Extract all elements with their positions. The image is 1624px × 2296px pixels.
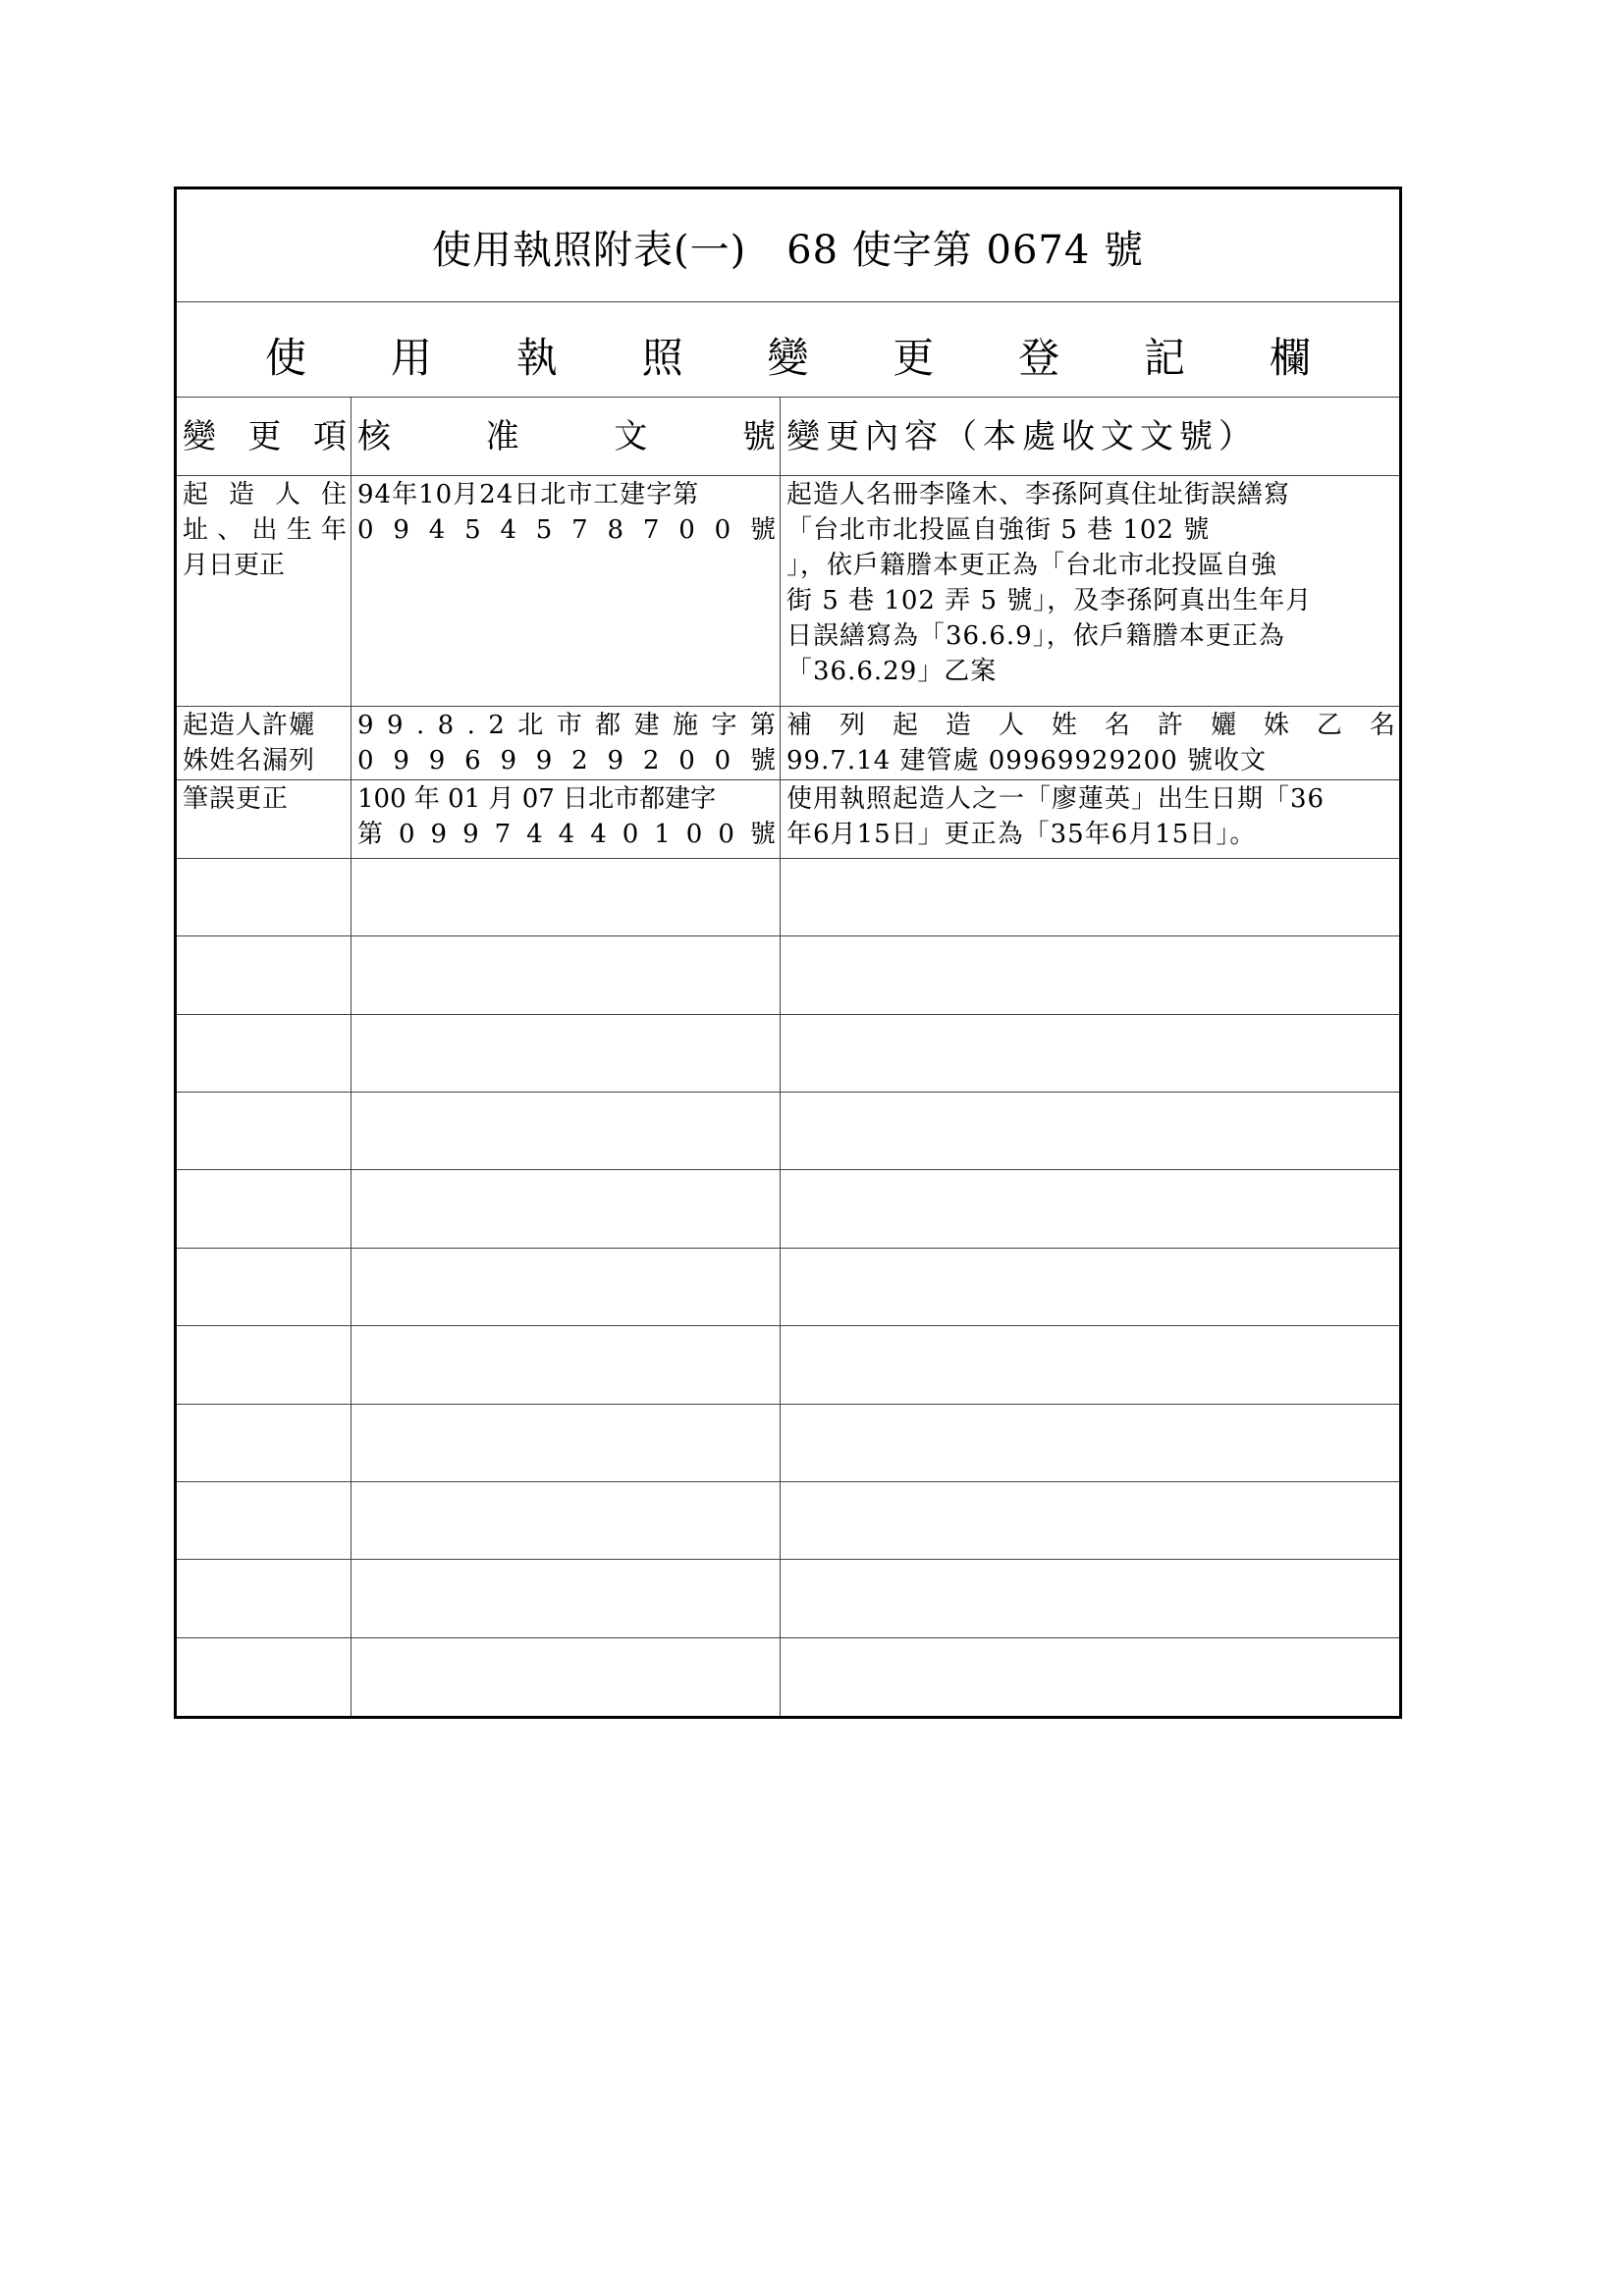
doc-number-char: 0 <box>685 820 703 849</box>
content-char: 名 <box>1369 711 1395 740</box>
header-char: 更 <box>247 417 282 456</box>
change-content-cell <box>781 707 1399 779</box>
table-subtitle <box>265 326 1311 385</box>
empty-table-row <box>177 1405 1399 1482</box>
subtitle-char: 登 <box>1018 334 1060 382</box>
subtitle-row <box>177 302 1399 398</box>
change-item-char: 出 <box>251 515 278 545</box>
empty-cell <box>352 1170 781 1247</box>
approval-doc-number <box>352 817 780 852</box>
approval-doc-number <box>352 512 780 548</box>
approval-doc-date: 94年10月24日北市工建字第 <box>357 480 700 509</box>
doc-number-char: 8 <box>607 515 624 545</box>
doc-char: 2 <box>488 711 505 740</box>
empty-cell <box>352 936 781 1013</box>
change-item-char: 住 <box>320 480 347 509</box>
empty-cell <box>352 1249 781 1325</box>
header-change-content-label: 變更內容（本處收文文號） <box>786 417 1258 456</box>
subtitle-char: 使 <box>265 334 307 382</box>
empty-cell <box>352 1482 781 1559</box>
doc-number-char: 7 <box>571 515 588 545</box>
empty-cell <box>177 1560 352 1636</box>
doc-number-char: 9 <box>393 515 409 545</box>
change-item-text: 起造人許孋 <box>183 711 316 740</box>
subtitle-char: 用 <box>390 334 432 382</box>
doc-char: 8 <box>437 711 455 740</box>
empty-table-row <box>177 936 1399 1014</box>
doc-char: 9 <box>386 711 404 740</box>
empty-cell <box>177 1482 352 1559</box>
doc-number-char: 0 <box>399 820 415 849</box>
header-char: 准 <box>485 417 519 456</box>
empty-cell <box>177 1326 352 1403</box>
doc-number-char: 7 <box>494 820 512 849</box>
content-char: 乙 <box>1316 711 1342 740</box>
change-registration-table <box>174 187 1402 1719</box>
empty-cell <box>177 1249 352 1325</box>
change-item-line <box>177 743 351 778</box>
empty-table-row <box>177 1638 1399 1716</box>
subtitle-char: 記 <box>1144 334 1186 382</box>
content-char: 名 <box>1104 711 1130 740</box>
change-item-line <box>177 707 351 743</box>
change-item-char: 月日更正 <box>183 551 286 580</box>
page-title: 使用執照附表(一) 68 使字第 0674 號 <box>431 228 1145 273</box>
doc-number-char: 0 <box>678 746 695 775</box>
approval-doc-number <box>352 743 780 778</box>
change-item-char: 造 <box>228 480 254 509</box>
empty-cell <box>352 859 781 935</box>
doc-number-char: 號 <box>749 515 776 545</box>
change-item-char: 、 <box>217 515 244 545</box>
doc-number-char: 2 <box>571 746 588 775</box>
doc-char: . <box>466 711 475 740</box>
content-char: 起 <box>892 711 918 740</box>
empty-cell <box>781 1170 1399 1247</box>
empty-cell <box>177 1405 352 1481</box>
approval-doc-date: 100 年 01 月 07 日北市都建字 <box>357 784 717 814</box>
empty-cell <box>177 1015 352 1092</box>
content-char: 造 <box>945 711 971 740</box>
doc-number-char: 9 <box>428 746 446 775</box>
doc-char: 都 <box>595 711 622 740</box>
doc-number-char: 9 <box>430 820 448 849</box>
empty-cell <box>352 1638 781 1716</box>
content-char: 孋 <box>1210 711 1236 740</box>
empty-cell <box>781 1093 1399 1169</box>
doc-number-char: 1 <box>654 820 671 849</box>
empty-cell <box>352 1405 781 1481</box>
doc-number-char: 2 <box>642 746 660 775</box>
header-char: 號 <box>741 417 776 456</box>
header-char: 變 <box>183 417 216 456</box>
column-header-row <box>177 398 1399 476</box>
empty-cell <box>177 859 352 935</box>
empty-cell <box>177 1170 352 1247</box>
change-content-text: 99.7.14 建管處 09969929200 號收文 <box>786 746 1267 775</box>
change-item-line <box>177 512 351 548</box>
header-char: 文 <box>614 417 648 456</box>
empty-table-row <box>177 1326 1399 1404</box>
change-item-cell: 筆誤更正 <box>177 780 352 858</box>
doc-number-char: 9 <box>393 746 409 775</box>
change-item-text: 姝姓名漏列 <box>183 746 316 775</box>
subtitle-char: 照 <box>641 334 683 382</box>
title-row <box>177 189 1399 302</box>
doc-number-char: 9 <box>535 746 553 775</box>
header-change-content <box>781 398 1399 475</box>
empty-cell <box>781 1249 1399 1325</box>
subtitle-char: 變 <box>767 334 809 382</box>
change-item-char: 年 <box>320 515 347 545</box>
approval-doc-cell <box>352 707 781 779</box>
doc-number-char: 5 <box>464 515 481 545</box>
empty-table-row <box>177 1482 1399 1560</box>
doc-number-char: 0 <box>678 515 695 545</box>
change-content-cell: 使用執照起造人之一「廖蓮英」出生日期「36 年6月15日」更正為「35年6月15日」。 <box>786 784 1326 849</box>
content-char: 列 <box>839 711 865 740</box>
empty-cell <box>781 1560 1399 1636</box>
approval-doc-line <box>352 780 780 817</box>
doc-number-char: 4 <box>558 820 575 849</box>
doc-number-char: 4 <box>526 820 543 849</box>
content-char: 姓 <box>1051 711 1077 740</box>
empty-cell <box>781 1638 1399 1716</box>
doc-number-char: 9 <box>462 820 479 849</box>
empty-cell <box>352 1015 781 1092</box>
doc-number-char: 0 <box>714 746 731 775</box>
doc-number-char: 0 <box>622 820 639 849</box>
empty-cell <box>177 936 352 1013</box>
empty-cell <box>352 1560 781 1636</box>
doc-number-char: 4 <box>500 515 516 545</box>
empty-table-row <box>177 1170 1399 1248</box>
doc-number-char: 6 <box>464 746 481 775</box>
table-row <box>177 707 1399 780</box>
subtitle-char: 欄 <box>1269 334 1311 382</box>
content-char: 姝 <box>1263 711 1289 740</box>
empty-cell <box>177 1093 352 1169</box>
change-item-line <box>177 476 351 512</box>
doc-number-char: 號 <box>749 746 776 775</box>
approval-doc-cell <box>352 476 781 706</box>
header-approval-doc-no <box>352 398 781 475</box>
approval-doc-line <box>352 476 780 512</box>
empty-cell <box>781 1482 1399 1559</box>
doc-number-char: 第 <box>357 820 384 849</box>
doc-number-char: 0 <box>718 820 734 849</box>
empty-table-row <box>177 859 1399 936</box>
table-row <box>177 476 1399 707</box>
doc-number-char: 9 <box>607 746 624 775</box>
change-content-line <box>781 707 1399 743</box>
header-char: 項 <box>313 417 347 456</box>
change-item-line <box>177 548 351 583</box>
doc-number-char: 9 <box>500 746 516 775</box>
change-content-line <box>781 743 1399 778</box>
change-item-char: 址 <box>183 515 209 545</box>
empty-cell <box>352 1093 781 1169</box>
empty-cell <box>781 1015 1399 1092</box>
approval-doc-cell <box>352 780 781 858</box>
change-item-char: 人 <box>274 480 300 509</box>
empty-table-row <box>177 1560 1399 1637</box>
doc-char: . <box>415 711 425 740</box>
empty-cell <box>352 1326 781 1403</box>
empty-cell <box>781 1326 1399 1403</box>
doc-char: 字 <box>711 711 737 740</box>
approval-doc-line <box>352 707 780 743</box>
doc-char: 9 <box>357 711 374 740</box>
change-item-cell <box>177 476 352 706</box>
empty-table-row <box>177 1249 1399 1326</box>
empty-cell <box>781 936 1399 1013</box>
header-char: 核 <box>357 417 391 456</box>
empty-cell <box>781 859 1399 935</box>
doc-number-char: 0 <box>714 515 731 545</box>
doc-char: 北 <box>517 711 544 740</box>
content-char: 人 <box>998 711 1024 740</box>
subtitle-char: 執 <box>515 334 558 382</box>
change-item-char: 生 <box>286 515 312 545</box>
change-item-cell <box>177 707 352 779</box>
doc-char: 第 <box>749 711 776 740</box>
empty-table-row <box>177 1015 1399 1093</box>
doc-number-char: 5 <box>535 515 553 545</box>
empty-cell <box>781 1405 1399 1481</box>
table-row <box>177 780 1399 859</box>
doc-char: 建 <box>633 711 660 740</box>
doc-number-char: 4 <box>428 515 446 545</box>
content-char: 補 <box>786 711 813 740</box>
doc-number-char: 7 <box>642 515 660 545</box>
empty-table-row <box>177 1093 1399 1170</box>
subtitle-char: 更 <box>893 334 935 382</box>
doc-number-char: 0 <box>357 746 374 775</box>
change-content-cell: 起造人名冊李隆木、李孫阿真住址街誤繕寫 「台北市北投區自強街 5 巷 102 號 」，依戶籍謄本更正為「台北市北投區自強 街 5 巷 102 弄 5 號」，及李孫阿真出生年月 日誤繕寫為「36.6.9」，依戶籍謄本更正為 「36.6.29」乙案 <box>786 480 1313 686</box>
content-char: 許 <box>1157 711 1183 740</box>
doc-number-char: 0 <box>357 515 374 545</box>
doc-char: 市 <box>556 711 582 740</box>
doc-char: 施 <box>673 711 699 740</box>
change-item-char: 起 <box>183 480 209 509</box>
doc-number-char: 4 <box>590 820 607 849</box>
empty-cell <box>177 1638 352 1716</box>
doc-number-char: 號 <box>749 820 776 849</box>
header-change-item <box>177 398 352 475</box>
